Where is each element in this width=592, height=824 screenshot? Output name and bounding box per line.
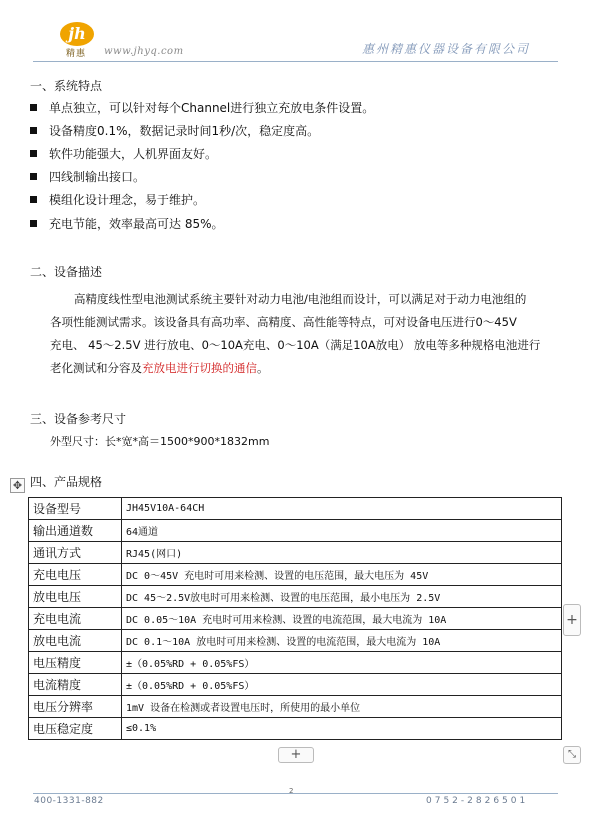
spec-value[interactable]: ±（0.05%RD + 0.05%FS）: [122, 674, 562, 696]
spec-value[interactable]: ±（0.05%RD + 0.05%FS）: [122, 652, 562, 674]
website-url: www.jhyq.com: [104, 46, 184, 57]
spec-label[interactable]: 电压稳定度: [29, 718, 122, 740]
description-line: 各项性能测试需求。该设备具有高功率、高精度、高性能等特点，可对设备电压进行0～45V: [50, 315, 517, 329]
spec-label[interactable]: 通讯方式: [29, 542, 122, 564]
feature-bullet: [30, 167, 145, 187]
spec-value[interactable]: 64通道: [122, 520, 562, 542]
add-row-button[interactable]: +: [278, 747, 314, 763]
footer-phone: 0752-2826501: [426, 796, 529, 806]
feature-text: 设备精度0.1%，数据记录时间1秒/次，稳定度高。: [49, 124, 320, 138]
bullet-square-icon: [30, 173, 37, 180]
dimensions-text: 外型尺寸：长*宽*高＝1500*900*1832mm: [50, 435, 270, 448]
spec-value[interactable]: 1mV 设备在检测或者设置电压时，所使用的最小单位: [122, 696, 562, 718]
section-heading-dimensions: 三、设备参考尺寸: [30, 412, 127, 426]
feature-bullet: [30, 98, 374, 118]
feature-text: 充电节能，效率最高可达 85%。: [49, 217, 224, 231]
spec-value[interactable]: DC 45～2.5V放电时可用来检测、设置的电压范围，最小电压为 2.5V: [122, 586, 562, 608]
description-line: [50, 357, 560, 380]
feature-bullet: [30, 144, 217, 164]
spec-label[interactable]: 放电电流: [29, 630, 122, 652]
bullet-square-icon: [30, 150, 37, 157]
description-paragraph: [50, 288, 560, 380]
spec-label[interactable]: 电流精度: [29, 674, 122, 696]
feature-bullet: [30, 190, 205, 210]
spec-label[interactable]: 放电电压: [29, 586, 122, 608]
table-row: [29, 586, 562, 608]
section-heading-features: 一、系统特点: [30, 79, 103, 93]
spec-label[interactable]: 电压分辨率: [29, 696, 122, 718]
bullet-square-icon: [30, 104, 37, 111]
description-line: [50, 288, 560, 311]
feature-bullet: [30, 214, 224, 234]
table-row: [29, 630, 562, 652]
description-text: 。: [257, 361, 269, 375]
spec-table: [28, 497, 562, 740]
table-row: [29, 564, 562, 586]
description-text: 高精度线性型电池测试系统主要针对动力电池/电池组而设计，可以满足对于动力电池组的: [74, 292, 527, 306]
table-row: [29, 718, 562, 740]
table-move-handle-icon[interactable]: ✥: [10, 478, 25, 493]
header-divider: [33, 61, 558, 62]
footer-divider: [33, 793, 558, 794]
table-row: [29, 498, 562, 520]
feature-text: 软件功能强大，人机界面友好。: [49, 147, 218, 161]
spec-value[interactable]: DC 0～45V 充电时可用来检测、设置的电压范围，最大电压为 45V: [122, 564, 562, 586]
bullet-square-icon: [30, 196, 37, 203]
feature-text: 模组化设计理念，易于维护。: [49, 193, 206, 207]
spec-label[interactable]: 设备型号: [29, 498, 122, 520]
feature-text: 单点独立，可以针对每个Channel进行独立充放电条件设置。: [49, 101, 375, 115]
table-row: [29, 542, 562, 564]
spec-value[interactable]: DC 0.1～10A 放电时可用来检测、设置的电流范围，最大电流为 10A: [122, 630, 562, 652]
highlighted-text: 充放电进行切换的通信: [142, 361, 257, 375]
spec-value[interactable]: RJ45(网口): [122, 542, 562, 564]
spec-label[interactable]: 电压精度: [29, 652, 122, 674]
footer-hotline: 400-1331-882: [34, 796, 104, 806]
section-heading-specs: 四、产品规格: [30, 475, 103, 489]
spec-label[interactable]: 充电电流: [29, 608, 122, 630]
spec-label[interactable]: 充电电压: [29, 564, 122, 586]
feature-bullet: [30, 121, 319, 141]
company-name: 惠州精惠仪器设备有限公司: [361, 42, 530, 56]
spec-value[interactable]: ≤0.1%: [122, 718, 562, 740]
section-heading-description: 二、设备描述: [30, 265, 103, 279]
table-row: [29, 696, 562, 718]
add-column-button[interactable]: +: [563, 604, 581, 636]
table-row: [29, 608, 562, 630]
feature-text: 四线制输出接口。: [49, 170, 146, 184]
spec-value[interactable]: JH45V10A-64CH: [122, 498, 562, 520]
logo-chinese-name: 精惠: [66, 49, 87, 59]
description-text: 老化测试和分容及: [50, 361, 142, 375]
page-number: 2: [289, 787, 294, 795]
table-row: [29, 674, 562, 696]
bullet-square-icon: [30, 127, 37, 134]
table-resize-icon[interactable]: ⤡: [563, 746, 581, 764]
table-row: [29, 520, 562, 542]
description-line: 充电、 45～2.5V 进行放电、0～10A充电、0～10A（满足10A放电） 放电等多种规格电池进行: [50, 338, 541, 352]
spec-label[interactable]: 输出通道数: [29, 520, 122, 542]
bullet-square-icon: [30, 220, 37, 227]
table-row: [29, 652, 562, 674]
spec-value[interactable]: DC 0.05～10A 充电时可用来检测、设置的电流范围，最大电流为 10A: [122, 608, 562, 630]
company-logo: jh: [60, 22, 94, 46]
